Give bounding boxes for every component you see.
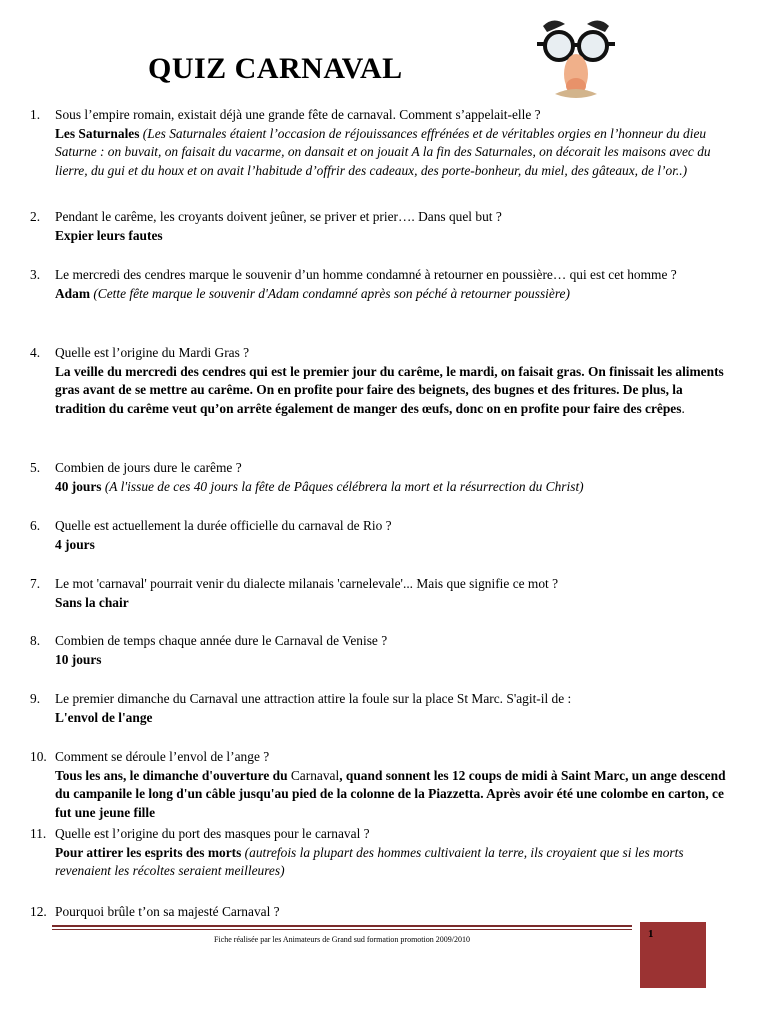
answer-bold: Adam (55, 285, 90, 301)
answer-tail: . (681, 400, 685, 416)
answer-bold: Tous les ans, le dimanche d'ouverture du (55, 767, 288, 783)
page-title: QUIZ CARNAVAL (148, 52, 403, 85)
answer-bold: Les Saturnales (55, 125, 140, 141)
question-item (30, 575, 730, 612)
question-text: Le mercredi des cendres marque le souvenir d’un homme condamné à retourner en poussière… qui est cet homme ? (55, 267, 677, 282)
question-item (30, 266, 730, 303)
question-item (30, 748, 730, 822)
answer-normal: Carnaval (287, 767, 340, 783)
question-item (30, 344, 730, 418)
question-text: Comment se déroule l’envol de l’ange ? (55, 749, 270, 764)
question-text: Combien de temps chaque année dure le Carnaval de Venise ? (55, 633, 388, 648)
answer-text (55, 125, 730, 181)
question-number: 11. (30, 826, 47, 841)
answer-bold: Expier leurs fautes (55, 227, 163, 243)
question-item (30, 825, 730, 881)
answer-note: (autrefois la plupart des hommes cultivaient la terre, ils croyaient que si les morts revenaient les récoltes seraient meilleures) (55, 844, 684, 878)
answer-text (55, 536, 730, 555)
question-number: 2. (30, 209, 41, 224)
answer-bold: La veille du mercredi des cendres qui est le premier jour du carême, le mardi, on faisait gras. On finissait les aliments gras avant de se mettre au carême. On en profite pour faire des beignets, des bugnes et des fritures. De plus, la tradition du carême veut qu’on arrête également de manger des œufs, donc on en profite pour faire des crêpes (55, 363, 724, 416)
groucho-mask-icon (535, 14, 617, 106)
question-number: 8. (30, 633, 41, 648)
answer-bold: L'envol de l'ange (55, 709, 153, 725)
question-number: 1. (30, 107, 41, 122)
question-text: Sous l’empire romain, existait déjà une grande fête de carnaval. Comment s’appelait-elle ? (55, 107, 541, 122)
question-text: Combien de jours dure le carême ? (55, 460, 242, 475)
answer-note: (Cette fête marque le souvenir d'Adam condamné après son péché à retourner poussière) (89, 285, 570, 301)
question-item (30, 459, 730, 496)
footer-divider-thin (52, 929, 632, 930)
answer-note: (A l'issue de ces 40 jours la fête de Pâques célébrera la mort et la résurrection du Christ) (101, 478, 584, 494)
answer-bold: 40 jours (55, 478, 102, 494)
question-item (30, 690, 730, 727)
answer-text (55, 594, 730, 613)
question-item (30, 208, 730, 245)
footer-credit: Fiche réalisée par les Animateurs de Grand sud formation promotion 2009/2010 (214, 935, 470, 944)
answer-text (55, 227, 730, 246)
question-text: Quelle est l’origine du port des masques pour le carnaval ? (55, 826, 370, 841)
question-item (30, 632, 730, 669)
answer-text (55, 363, 730, 419)
page-number: 1 (648, 928, 654, 940)
question-number: 3. (30, 267, 41, 282)
answer-note: (Les Saturnales étaient l’occasion de réjouissances effrénées et de véritables orgies en l’honneur du dieu Saturne : on buvait, on faisait du vacarme, on dansait et on jouait A la fin des Saturnales, on décorait les maisons avec du lierre, du gui et du houx et on avait l’habitude d’offrir des cadeaux, des porte-bonheur, du miel, des gâteaux, de l’or..) (55, 125, 711, 178)
answer-text (55, 767, 730, 823)
question-number: 10. (30, 749, 47, 764)
answer-text (55, 478, 730, 497)
question-number: 6. (30, 518, 41, 533)
question-text: Le premier dimanche du Carnaval une attraction attire la foule sur la place St Marc. S'agit-il de : (55, 691, 572, 706)
question-number: 9. (30, 691, 41, 706)
question-text: Le mot 'carnaval' pourrait venir du dialecte milanais 'carnelevale'... Mais que signifie ce mot ? (55, 576, 559, 591)
answer-bold: 4 jours (55, 536, 95, 552)
question-number: 7. (30, 576, 41, 591)
question-number: 5. (30, 460, 41, 475)
answer-text (55, 844, 730, 881)
answer-text (55, 285, 730, 304)
answer-bold: Sans la chair (55, 594, 129, 610)
answer-bold-continued: , quand sonnent les 12 coups de midi à Saint Marc, un ange descend du campanile le long d'un câble jusqu'au pied de la colonne de la Piazzetta. Après avoir été une colombe en carton, ce fut une jeune fille (55, 767, 726, 820)
answer-text (55, 709, 730, 728)
footer-divider (52, 925, 632, 927)
answer-text (55, 651, 730, 670)
question-item (30, 517, 730, 554)
question-item (30, 106, 730, 180)
answer-bold: Pour attirer les esprits des morts (55, 844, 242, 860)
question-text: Quelle est l’origine du Mardi Gras ? (55, 345, 250, 360)
question-number: 4. (30, 345, 41, 360)
question-number: 12. (30, 904, 47, 919)
question-item (30, 903, 730, 922)
question-text: Pendant le carême, les croyants doivent jeûner, se priver et prier…. Dans quel but ? (55, 209, 502, 224)
question-text: Quelle est actuellement la durée officielle du carnaval de Rio ? (55, 518, 392, 533)
answer-bold: 10 jours (55, 651, 102, 667)
question-text: Pourquoi brûle t’on sa majesté Carnaval ? (55, 904, 280, 919)
